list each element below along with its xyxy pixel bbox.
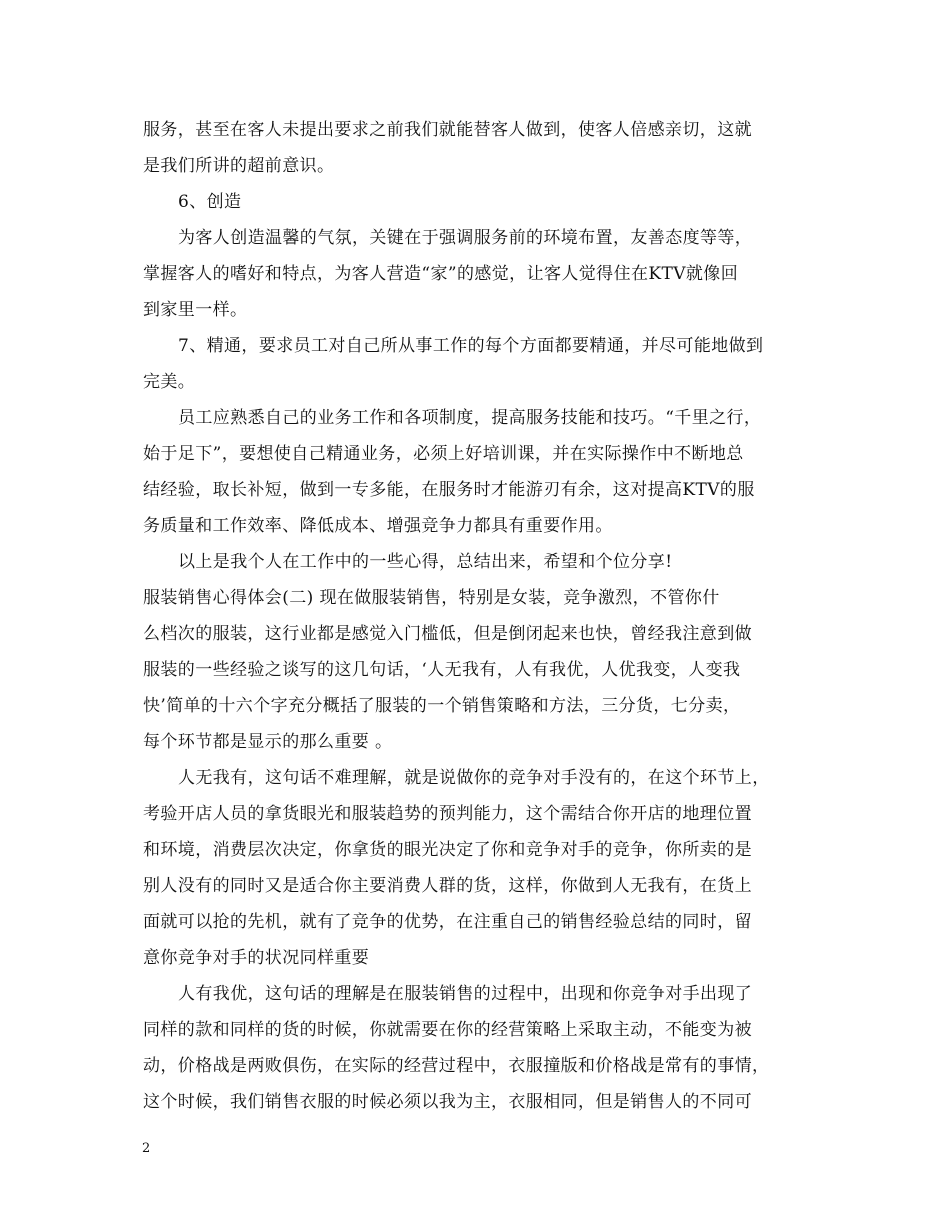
text-line: 结经验，取长补短，做到一专多能，在服务时才能游刃有余，这对提高KTV的服 [143,480,755,500]
text-line: 为客人创造温馨的气氛，关键在于强调服务前的环境布置，友善态度等等， [178,228,753,248]
text-line: 意你竞争对手的状况同样重要 [143,948,370,968]
text-line: 和环境，消费层次决定，你拿货的眼光决定了你和竞争对手的竞争，你所卖的是 [143,840,752,860]
text-line: 掌握客人的嗜好和特点，为客人营造“家”的感觉，让客人觉得住在KTV就像回 [143,264,739,284]
text-line: 以上是我个人在工作中的一些心得，总结出来，希望和个位分享! [178,552,673,572]
text-line: 员工应熟悉自己的业务工作和各项制度，提高服务技能和技巧。“千里之行， [178,408,762,428]
text-line: 考验开店人员的拿货眼光和服装趋势的预判能力，这个需结合你开店的地理位置 [143,804,752,824]
text-line: 服务，甚至在客人未提出要求之前我们就能替客人做到，使客人倍感亲切，这就 [143,120,752,140]
text-line: 是我们所讲的超前意识。 [143,156,335,176]
text-line: 么档次的服装，这行业都是感觉入门槛低，但是倒闭起来也快，曾经我注意到做 [143,624,752,644]
text-line: 始于足下”，要想使自己精通业务，必须上好培训课，并在实际操作中不断地总 [143,444,744,464]
text-line: 服装的一些经验之谈写的这几句话，‘人无我有，人有我优，人优我变，人变我 [143,660,741,680]
page-number: 2 [142,1141,151,1156]
section-heading: 7、精通，要求员工对自己所从事工作的每个方面都要精通，并尽可能地做到 [178,336,764,356]
text-line: 别人没有的同时又是适合你主要消费人群的货，这样，你做到人无我有，在货上 [143,876,752,896]
text-line: 快’简单的十六个字充分概括了服装的一个销售策略和方法，三分货，七分卖， [143,696,741,716]
text-line: 这个时候，我们销售衣服的时候必须以我为主，衣服相同，但是销售人的不同可 [143,1092,752,1112]
text-line: 面就可以抢的先机，就有了竞争的优势，在注重自己的销售经验总结的同时，留 [143,912,752,932]
text-line: 务质量和工作效率、降低成本、增强竞争力都具有重要作用。 [143,516,613,536]
text-line: 人无我有，这句话不难理解，就是说做你的竞争对手没有的，在这个环节上， [178,768,770,788]
text-line: 人有我优，这句话的理解是在服装销售的过程中，出现和你竞争对手出现了 [178,984,753,1004]
text-line: 同样的款和同样的货的时候，你就需要在你的经营策略上采取主动，不能变为被 [143,1020,752,1040]
text-line: 每个环节都是显示的那么重要 。 [143,732,393,752]
text-line: 到家里一样。 [143,300,248,320]
section-heading: 6、创造 [178,192,242,212]
text-line: 完美。 [143,372,196,392]
section-title: 服装销售心得体会(二) 现在做服装销售，特别是女装，竞争激烈，不管你什 [143,588,720,608]
text-line: 动，价格战是两败俱伤，在实际的经营过程中，衣服撞版和价格战是常有的事情， [143,1056,770,1076]
